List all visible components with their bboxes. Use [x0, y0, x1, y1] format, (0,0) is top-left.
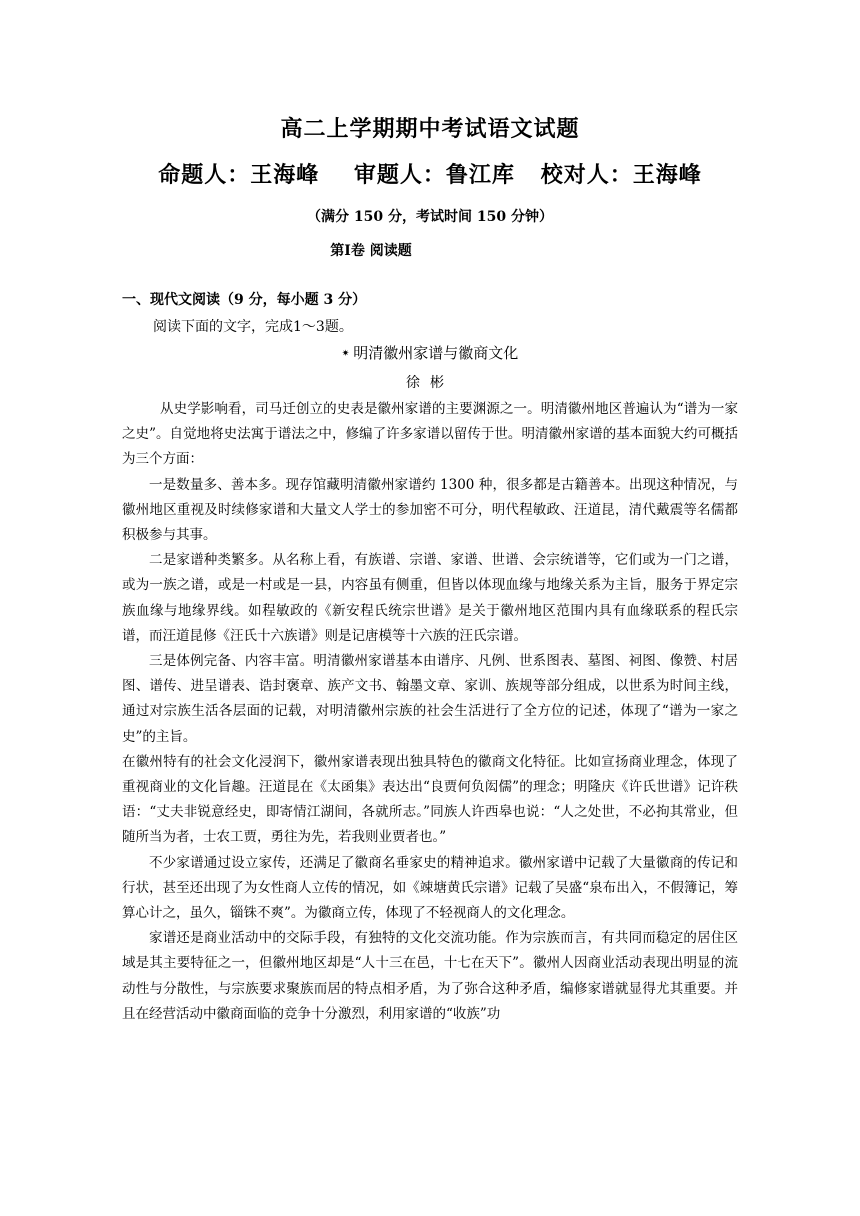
article-paragraph: 在徽州特有的社会文化浸润下，徽州家谱表现出独具特色的徽商文化特征。比如宣扬商业理念，体现了重视商业的文化旨趣。汪道昆在《太函集》表达出“良贾何负闳儒”的理念；明隆庆《许氏世谱》记许秩语：“丈夫非锐意经史，即寄情江湖间，各就所志。”同族人许西皋也说：“人之处世，不必拘其常业，但随所当为者，士农工贾，勇往为先，若我则业贾者也。” [122, 753, 738, 846]
exam-title: 高二上学期期中考试语文试题 [280, 117, 580, 142]
score-info: （满分 150 分，考试时间 150 分钟） [307, 209, 553, 225]
article-paragraph: 三是体例完备、内容丰富。明清徽州家谱基本由谱序、凡例、世系图表、墓图、祠图、像赞、村居图、谱传、进呈谱表、诰封褒章、族产文书、翰墨文章、家训、族规等部分组成，以世系为时间主线，通过对宗族生活各层面的记载，对明清徽州宗族的社会生活进行了全方位的记述，体现了“谱为一家之史”的主旨。 [122, 653, 738, 745]
exam-staff-line: 命题人：王海峰 审题人：鲁江库 校对人：王海峰 [158, 163, 702, 188]
article-paragraph: 家谱还是商业活动中的交际手段，有独特的文化交流功能。作为宗族而言，有共同而稳定的居住区域是其主要特征之一，但徽州地区却是“人十三在邑，十七在天下”。徽州人因商业活动表现出明显的流动性与分散性，与宗族要求聚族而居的特点相矛盾，为了弥合这种矛盾，编修家谱就显得尤其重要。并且在经营活动中徽商面临的竞争十分激烈，利用家谱的“收族”功 [122, 930, 738, 1022]
article-title: 明清徽州家谱与徽商文化 [353, 344, 519, 362]
article-paragraph: 二是家谱种类繁多。从名称上看，有族谱、宗谱、家谱、世谱、会宗统谱等，它们或为一门之谱，或为一族之谱，或是一村或是一县，内容虽有侧重，但皆以体现血缘与地缘关系为主旨，服务于界定宗族血缘与地缘界线。如程敏政的《新安程氏统宗世谱》是关于徽州地区范围内具有血缘联系的程氏宗谱，而汪道昆修《汪氏十六族谱》则是记唐模等十六族的汪氏宗谱。 [122, 552, 738, 644]
article-paragraph: 不少家谱通过设立家传，还满足了徽商名垂家史的精神追求。徽州家谱中记载了大量徽商的传记和行状，甚至还出现了为女性商人立传的情况，如《竦塘黄氏宗谱》记载了吴盛“泉布出入，不假簿记，筹算心计之，虽久，锱铢不爽”。为徽商立传，体现了不轻视商人的文化理念。 [122, 854, 738, 922]
reading-instruction: 阅读下面的文字，完成1～3题。 [153, 319, 353, 335]
volume-heading: 第Ⅰ卷 阅读题 [330, 243, 412, 259]
article-author: 徐彬 [406, 375, 454, 391]
article-paragraph: 一是数量多、善本多。现存馆藏明清徽州家谱约 1300 种，很多都是古籍善本。出现这种情况，与徽州地区重视及时续修家谱和大量文人学士的参加密不可分，明代程敏政、汪道昆，清代戴震等名儒都积极参与其事。 [122, 476, 738, 544]
section-heading: 一、现代文阅读（9 分，每小题 3 分） [122, 292, 367, 308]
article-body [122, 397, 738, 1027]
article-title-row [0, 342, 860, 363]
article-paragraph: 从史学影响看，司马迁创立的史表是徽州家谱的主要渊源之一。明清徽州地区普遍认为“谱为一家之史”。自觉地将史法寓于谱法之中，修编了许多家谱以留传于世。明清徽州家谱的基本面貌大约可概括为三个方面： [122, 401, 738, 468]
anchor-mark-icon: ✷ [341, 348, 350, 359]
